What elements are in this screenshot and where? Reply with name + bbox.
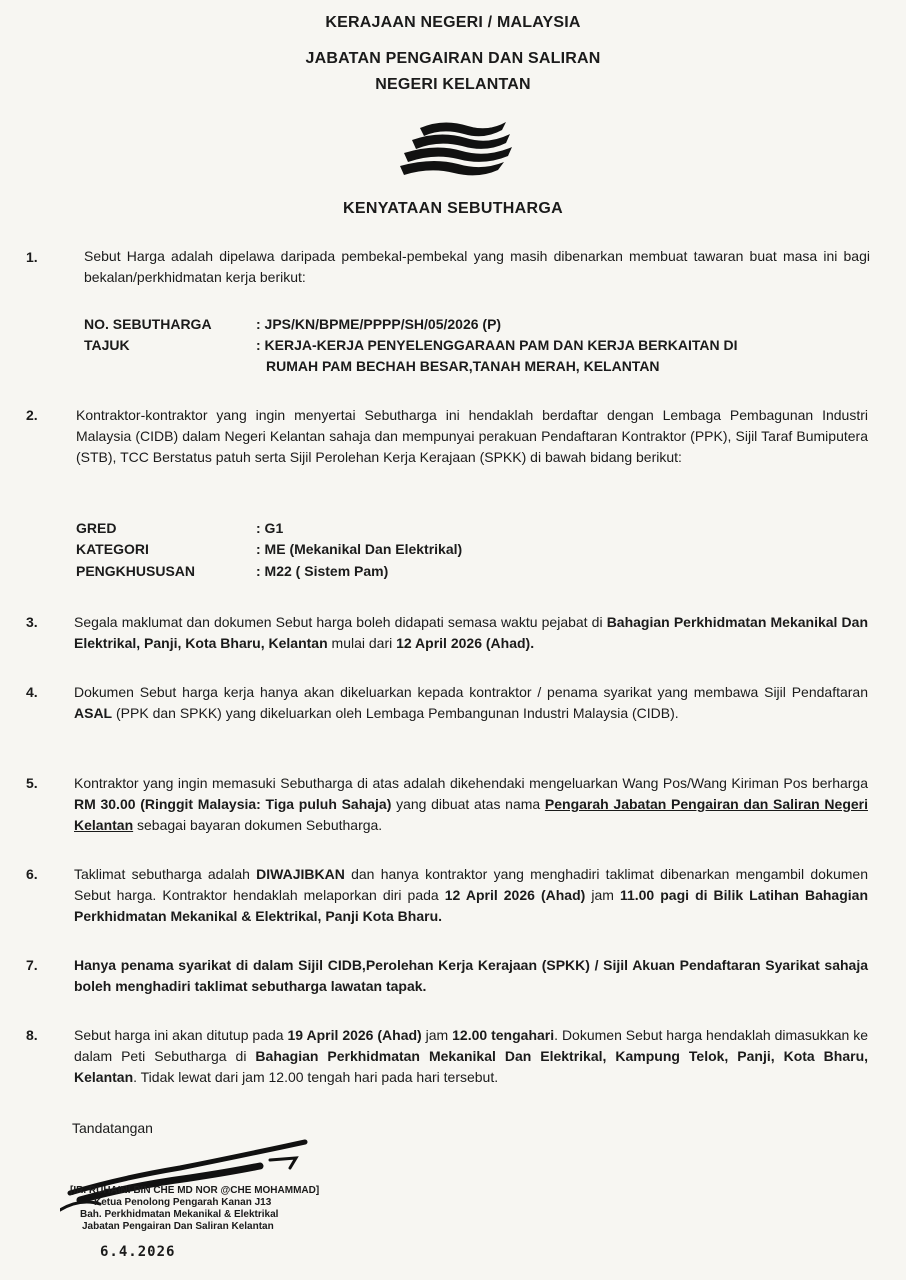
paragraph-3-text: Segala maklumat dan dokumen Sebut harga boleh didapati semasa waktu pejabat di bbox=[74, 614, 607, 630]
stamp-department: Jabatan Pengairan Dan Saliran Kelantan bbox=[82, 1221, 274, 1232]
paragraph-1-text: Sebut Harga adalah dipelawa daripada pembekal-pembekal yang masih dibenarkan membuat tawaran buat masa ini bagi bekalan/perkhidmatan kerja berikut: bbox=[84, 248, 870, 285]
paragraph-8-text: Sebut harga ini akan ditutup pada bbox=[74, 1027, 288, 1043]
paragraph-7-text: Hanya penama syarikat di dalam Sijil CIDB,Perolehan Kerja Kerajaan (SPKK) / Sijil Akuan Pendaftaran Syarikat sahaja boleh menghadiri taklimat sebutharga lawatan tapak. bbox=[74, 957, 868, 994]
jps-wave-logo-icon bbox=[398, 118, 518, 180]
paragraph-8-location: Bahagian Perkhidmatan Mekanikal Dan Elektrikal, Kampung Telok, Panji, Kota Bharu, Kelantan bbox=[74, 1048, 869, 1085]
item-number: 6. bbox=[26, 866, 38, 882]
paragraph-6-date: 12 April 2026 (Ahad) bbox=[444, 887, 586, 903]
paragraph-1 bbox=[84, 246, 870, 288]
paragraph-3-date: 12 April 2026 (Ahad). bbox=[396, 635, 535, 651]
item-number: 2. bbox=[26, 407, 38, 423]
header-department: JABATAN PENGAIRAN DAN SALIRAN bbox=[305, 50, 601, 67]
paragraph-8-text: . Dokumen Sebut harga hendaklah dimasukkan ke dalam Peti Sebutharga di bbox=[74, 1027, 868, 1064]
paragraph-2 bbox=[76, 405, 868, 468]
pengkhususan-value: : M22 ( Sistem Pam) bbox=[256, 563, 389, 579]
quotation-no-label: NO. SEBUTHARGA bbox=[84, 316, 212, 332]
official-stamp bbox=[70, 1185, 319, 1233]
paragraph-8 bbox=[74, 1025, 868, 1088]
paragraph-6-mandatory: DIWAJIBKAN bbox=[256, 866, 345, 882]
stamp-name: [IR. RUHAINI BIN CHE MD NOR @CHE MOHAMMAD] bbox=[70, 1185, 320, 1196]
paragraph-8-text: jam bbox=[421, 1027, 453, 1043]
quotation-no-value: : JPS/KN/BPME/PPPP/SH/05/2026 (P) bbox=[256, 316, 502, 332]
paragraph-2-text: Kontraktor-kontraktor yang ingin menyertai Sebutharga ini hendaklah berdaftar dengan Lembaga Pembagunan Industri Malaysia (CIDB) dalam Negeri Kelantan sahaja dan mempunyai perakuan Pendaftaran Kontraktor (PPK), Sijil Taraf Bumiputera (STB), TCC Berstatus patuh serta Sijil Perolehan Kerja Kerajaan (SPKK) di bawah bidang berikut: bbox=[76, 407, 868, 465]
paragraph-3-text: mulai dari bbox=[327, 635, 397, 651]
gred-value: : G1 bbox=[256, 520, 284, 536]
paragraph-5-payee: Pengarah Jabatan Pengairan dan Saliran Negeri Kelantan bbox=[74, 796, 868, 833]
paragraph-3 bbox=[74, 612, 868, 654]
paragraph-5-text: sebagai bayaran dokumen Sebutharga. bbox=[133, 817, 383, 833]
paragraph-7 bbox=[74, 955, 868, 997]
paragraph-8-date: 19 April 2026 (Ahad) bbox=[287, 1027, 422, 1043]
item-number: 3. bbox=[26, 614, 38, 630]
paragraph-4-text: Dokumen Sebut harga kerja hanya akan dikeluarkan kepada kontraktor / penama syarikat yang membawa Sijil Pendaftaran bbox=[74, 684, 868, 700]
item-number: 5. bbox=[26, 775, 38, 791]
handwritten-date: 6.4.2026 bbox=[100, 1244, 176, 1260]
paragraph-4 bbox=[74, 682, 868, 724]
kategori-label: KATEGORI bbox=[76, 541, 149, 557]
title-value-line2: RUMAH PAM BECHAH BESAR,TANAH MERAH, KELANTAN bbox=[266, 358, 660, 374]
grade-info bbox=[76, 520, 776, 584]
paragraph-4-bold: ASAL bbox=[74, 705, 113, 721]
paragraph-5-amount: RM 30.00 (Ringgit Malaysia: Tiga puluh Sahaja) bbox=[74, 796, 392, 812]
paragraph-5-text: yang dibuat atas nama bbox=[391, 796, 545, 812]
title-value-line1: : KERJA-KERJA PENYELENGGARAAN PAM DAN KERJA BERKAITAN DI bbox=[256, 337, 738, 353]
document-title: KENYATAAN SEBUTHARGA bbox=[343, 200, 563, 217]
paragraph-8-time: 12.00 tengahari bbox=[452, 1027, 555, 1043]
stamp-division: Bah. Perkhidmatan Mekanikal & Elektrikal bbox=[80, 1209, 279, 1220]
paragraph-6-text: jam bbox=[585, 887, 620, 903]
paragraph-6-venue: 11.00 pagi di Bilik Latihan Bahagian Perkhidmatan Mekanikal & Elektrikal, Panji Kota Bharu. bbox=[74, 887, 869, 924]
paragraph-6-text: dan hanya kontraktor yang menghadiri taklimat dibenarkan mengambil dokumen Sebut harga. Kontraktor hendaklah melaporkan diri pada bbox=[74, 866, 868, 903]
item-number: 4. bbox=[26, 684, 38, 700]
paragraph-3-location: Bahagian Perkhidmatan Mekanikal Dan Elektrikal, Panji, Kota Bharu, Kelantan bbox=[74, 614, 868, 651]
paragraph-6 bbox=[74, 864, 868, 927]
pengkhususan-label: PENGKHUSUSAN bbox=[76, 563, 196, 579]
paragraph-6-text: Taklimat sebutharga adalah bbox=[74, 866, 257, 882]
header-government: KERAJAAN NEGERI / MALAYSIA bbox=[325, 14, 581, 31]
kategori-value: : ME (Mekanikal Dan Elektrikal) bbox=[256, 541, 463, 557]
paragraph-5-text: Kontraktor yang ingin memasuki Sebutharga di atas adalah dikehendaki mengeluarkan Wang Pos/Wang Kiriman Pos berharga bbox=[74, 775, 868, 791]
paragraph-5 bbox=[74, 773, 868, 836]
paragraph-4-text: (PPK dan SPKK) yang dikeluarkan oleh Lembaga Pembangunan Industri Malaysia (CIDB). bbox=[112, 705, 679, 721]
item-number: 7. bbox=[26, 957, 38, 973]
quotation-info bbox=[84, 316, 870, 376]
title-label: TAJUK bbox=[84, 337, 130, 353]
item-number: 8. bbox=[26, 1027, 38, 1043]
paragraph-8-text: . Tidak lewat dari jam 12.00 tengah hari pada hari tersebut. bbox=[133, 1069, 499, 1085]
header-state: NEGERI KELANTAN bbox=[375, 76, 531, 93]
gred-label: GRED bbox=[76, 520, 117, 536]
item-number: 1. bbox=[26, 249, 38, 265]
stamp-position: Ketua Penolong Pengarah Kanan J13 bbox=[94, 1197, 272, 1208]
signature-label: Tandatangan bbox=[72, 1120, 153, 1136]
